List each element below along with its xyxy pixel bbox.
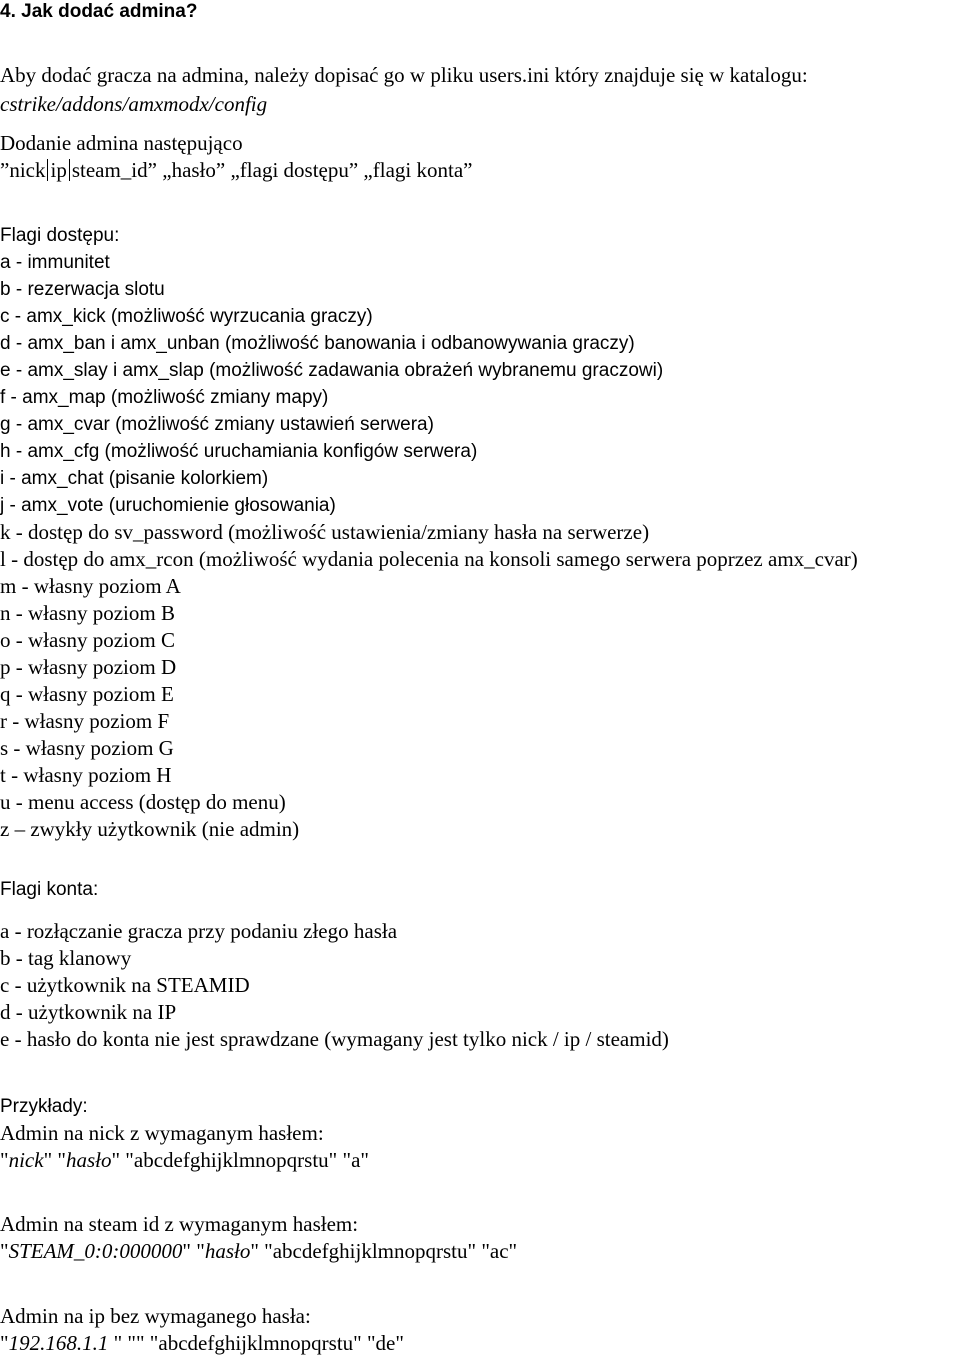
flag-item: o - własny poziom C (0, 628, 175, 652)
examples-title-block (0, 1093, 88, 1120)
separator (69, 159, 70, 181)
example-caption: Admin na steam id z wymaganym hasłem: (0, 1212, 359, 1236)
flag-item: c - amx_kick (możliwość wyrzucania graczy) (0, 306, 373, 327)
separator (47, 159, 48, 181)
account-flag-item: c - użytkownik na STEAMID (0, 973, 250, 997)
format-field: nick (9, 158, 46, 182)
account-flags-title-block (0, 876, 98, 903)
flag-item: f - amx_map (możliwość zmiany mapy) (0, 387, 329, 408)
flag-item: b - rezerwacja slotu (0, 279, 165, 300)
intro-text: Aby dodać gracza na admina, należy dopisać go w pliku users.ini który znajduje się w katalogu: (0, 63, 808, 87)
access-flags-title: Flagi dostępu: (0, 225, 120, 246)
flag-item: j - amx_vote (uruchomienie głosowania) (0, 495, 336, 516)
example-ip: 192.168.1.1 (8, 1331, 109, 1355)
flag-item: i - amx_chat (pisanie kolorkiem) (0, 468, 269, 489)
access-flags-section (0, 222, 663, 519)
quote: " " (182, 1239, 205, 1263)
flag-item: d - amx_ban i amx_unban (możliwość banowania i odbanowywania graczy) (0, 333, 635, 354)
account-flag-item: d - użytkownik na IP (0, 1000, 177, 1024)
format-field: flagi konta (372, 158, 464, 182)
example-caption: Admin na nick z wymaganym hasłem: (0, 1121, 324, 1145)
example-2 (0, 1211, 517, 1265)
flag-item: l - dostęp do amx_rcon (możliwość wydania polecenia na konsoli samego serwera poprzez amx_cvar) (0, 547, 858, 571)
account-flags-section (0, 918, 669, 1053)
access-flags-section-cont (0, 519, 858, 843)
flag-item: t - własny poziom H (0, 763, 172, 787)
account-flag-item: a - rozłączanie gracza przy podaniu złego hasła (0, 919, 398, 943)
flag-item: e - amx_slay i amx_slap (możliwość zadawania obrażeń wybranemu graczowi) (0, 360, 664, 381)
account-flag-item: e - hasło do konta nie jest sprawdzane (wymagany jest tylko nick / ip / steamid) (0, 1027, 669, 1051)
example-rest: " "" "abcdefghijklmnopqrstu" "de" (108, 1331, 404, 1355)
format-block (0, 130, 472, 184)
flag-item: q - własny poziom E (0, 682, 174, 706)
flag-item: a - immunitet (0, 252, 110, 273)
account-flags-title: Flagi konta: (0, 879, 99, 900)
format-field: flagi dostępu (239, 158, 349, 182)
flag-item: s - własny poziom G (0, 736, 174, 760)
config-path: cstrike/addons/amxmodx/config (0, 92, 268, 116)
flag-item: z – zwykły użytkownik (nie admin) (0, 817, 300, 841)
example-password: hasło (204, 1239, 251, 1263)
example-code (0, 1238, 517, 1265)
flag-item: k - dostęp do sv_password (możliwość ustawienia/zmiany hasła na serwerze) (0, 520, 650, 544)
example-caption: Admin na ip bez wymaganego hasła: (0, 1304, 311, 1328)
quote: " " (43, 1148, 66, 1172)
account-flag-item: b - tag klanowy (0, 946, 132, 970)
format-field: hasło (171, 158, 216, 182)
flag-item: h - amx_cfg (możliwość uruchamiania konfigów serwera) (0, 441, 478, 462)
flag-item: g - amx_cvar (możliwość zmiany ustawień serwera) (0, 414, 434, 435)
example-nick: nick (8, 1148, 44, 1172)
quote: " (0, 1148, 9, 1172)
format-field: steam_id (71, 158, 148, 182)
format-field: ip (50, 158, 67, 182)
example-code (0, 1330, 404, 1357)
flag-item: n - własny poziom B (0, 601, 175, 625)
example-password: hasło (65, 1148, 112, 1172)
example-rest: " "abcdefghijklmnopqrstu" "ac" (250, 1239, 518, 1263)
flag-item: r - własny poziom F (0, 709, 170, 733)
example-steamid: STEAM_0:0:000000 (8, 1239, 183, 1263)
example-3 (0, 1303, 404, 1357)
format-line: ”nick ip steam_id” „hasło” „flagi dostępu” „flagi konta” (0, 158, 473, 182)
flag-item: u - menu access (dostęp do menu) (0, 790, 286, 814)
section-heading: 4. Jak dodać admina? (0, 1, 198, 22)
quote: " (0, 1239, 9, 1263)
flag-item: m - własny poziom A (0, 574, 181, 598)
example-1 (0, 1120, 369, 1174)
examples-title: Przykłady: (0, 1096, 88, 1117)
example-code (0, 1147, 369, 1174)
quote: " (0, 1331, 9, 1355)
example-rest: " "abcdefghijklmnopqrstu" "a" (111, 1148, 369, 1172)
intro-block (0, 62, 808, 118)
format-label: Dodanie admina następująco (0, 131, 243, 155)
flag-item: p - własny poziom D (0, 655, 177, 679)
